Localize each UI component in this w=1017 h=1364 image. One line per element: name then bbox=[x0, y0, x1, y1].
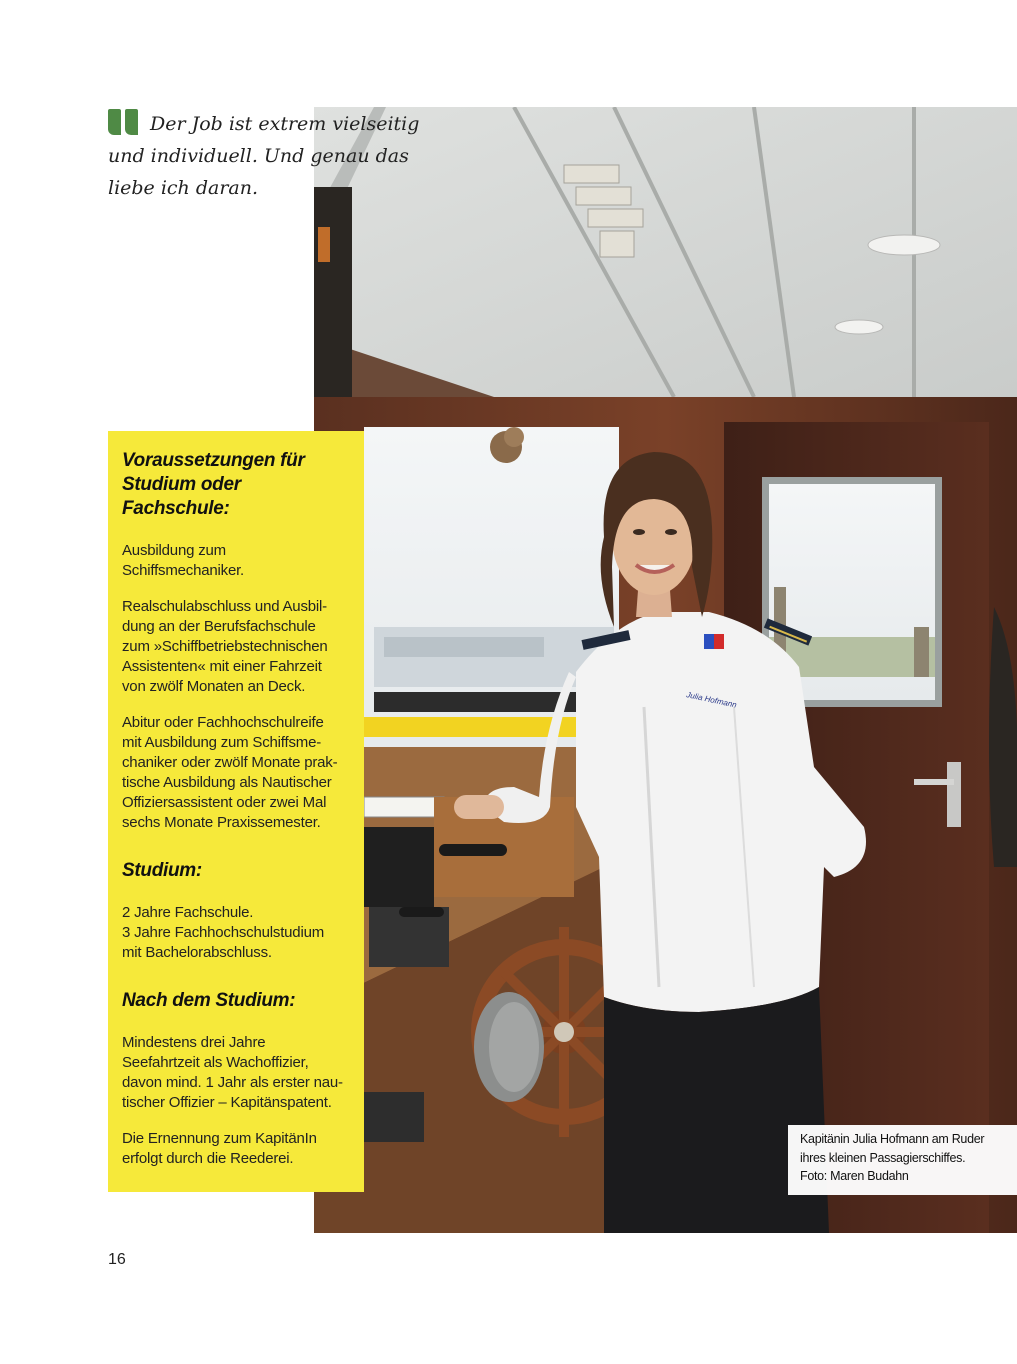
heading-after-studies: Nach dem Studium: bbox=[122, 990, 296, 1011]
heading-studium: Studium: bbox=[122, 860, 202, 881]
quote-mark-icon bbox=[108, 109, 144, 135]
requirement-paragraph: Abitur oder Fachhochschulreife mit Ausbildung zum Schiffsme- chaniker oder zwölf Monate prak- tische Ausbildung als Nautischer Offiziersassistent oder zwei Mal sechs Monate Praxissemester. bbox=[122, 714, 338, 831]
heading-requirements: Voraussetzungen für Studium oder Fachschule: bbox=[122, 450, 305, 519]
studium-paragraph: 2 Jahre Fachschule. 3 Jahre Fachhochschulstudium mit Bachelorabschluss. bbox=[122, 904, 325, 961]
after-studies-paragraph: Die Ernennung zum KapitänIn erfolgt durch die Reederei. bbox=[122, 1130, 317, 1167]
requirement-paragraph: Realschulabschluss und Ausbil- dung an der Berufsfachschule zum »Schiffbetriebstechnischen Assistenten« mit einer Fahrzeit von zwölf Monaten an Deck. bbox=[122, 598, 328, 695]
caption-line: Kapitänin Julia Hofmann am Ruder bbox=[800, 1132, 985, 1146]
shirt-name-text: Julia Hofmann bbox=[685, 690, 738, 710]
captain-photo bbox=[314, 107, 1017, 1233]
photo-credit: Foto: Maren Budahn bbox=[800, 1169, 909, 1183]
photo-caption bbox=[788, 1125, 1017, 1195]
caption-line: ihres kleinen Passagierschiffes. bbox=[800, 1150, 966, 1165]
quote-line-3: liebe ich daran. bbox=[108, 177, 259, 199]
quote-line-1: Der Job ist extrem vielseitig bbox=[108, 108, 438, 140]
pull-quote bbox=[108, 108, 438, 204]
requirement-paragraph: Ausbildung zum Schiffsmechaniker. bbox=[122, 542, 245, 579]
after-studies-paragraph: Mindestens drei Jahre Seefahrtzeit als Wachoffizier, davon mind. 1 Jahr als erster nau- tischer Offizier – Kapitänspatent. bbox=[122, 1034, 343, 1111]
quote-line-2: und individuell. Und genau das bbox=[108, 145, 409, 167]
requirements-box bbox=[108, 431, 364, 1192]
page-number: 16 bbox=[108, 1251, 126, 1268]
